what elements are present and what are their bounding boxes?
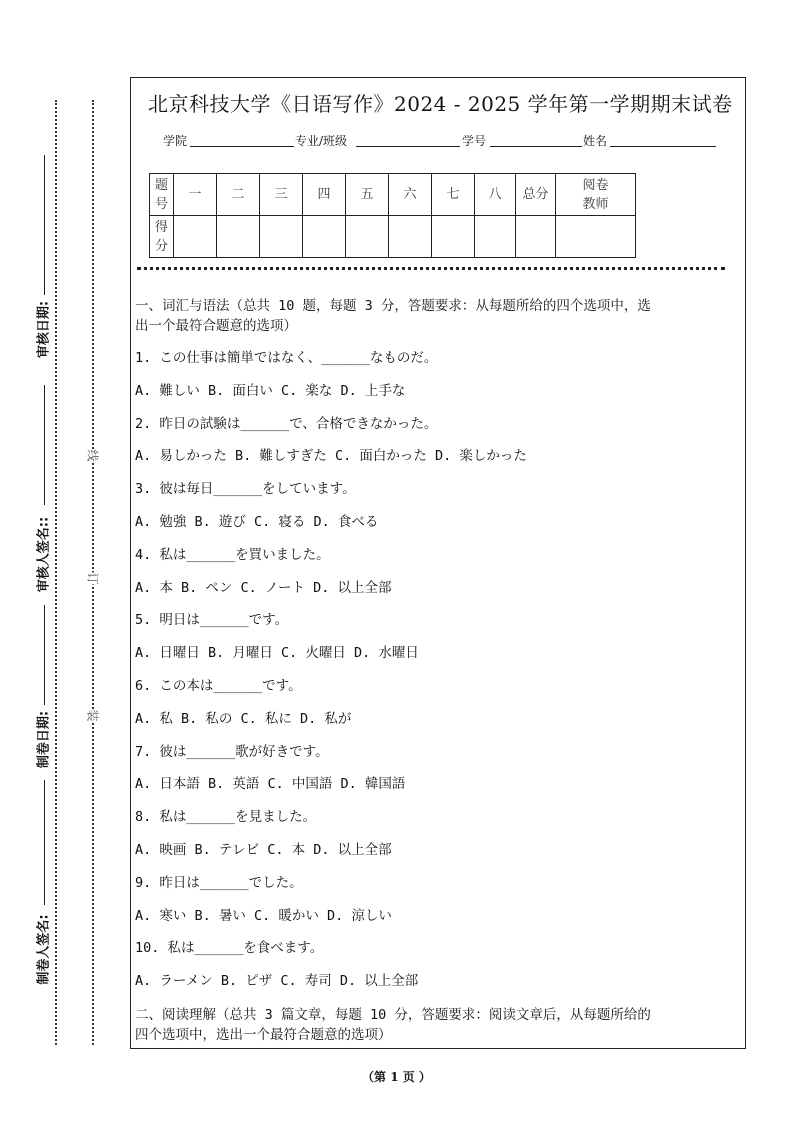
binding-dotted-line-outer <box>55 100 57 1045</box>
question-text: 4. 私は______を買いました。 <box>135 546 330 563</box>
score-table-score-row <box>150 216 636 258</box>
signature-line <box>44 385 45 505</box>
question-text: 6. この本は______です。 <box>135 678 302 694</box>
student-id-field[interactable] <box>490 146 582 147</box>
page-number: （第 1 页 ） <box>362 1070 431 1084</box>
score-cell[interactable] <box>475 216 516 258</box>
compile-date-label: 制卷日期: <box>36 710 52 769</box>
header-cell: 五 <box>346 174 389 216</box>
question-options: A. 私 B. 私の C. 私に D. 私が <box>135 710 352 727</box>
grader-header: 阅卷教师 <box>556 174 636 216</box>
question-text: 10. 私は______を食べます。 <box>135 940 324 957</box>
section2-heading-cont: 四个选项中，选出一个最符合题意的选项） <box>135 1027 392 1043</box>
major-class-field[interactable] <box>356 146 460 147</box>
section1-heading: 一、词汇与语法（总共 10 题，每题 3 分，答题要求：从每题所给的四个选项中，选 <box>135 298 651 314</box>
header-cell: 二 <box>217 174 260 216</box>
question-text: 5. 明日は______です。 <box>135 612 289 629</box>
header-cell: 六 <box>389 174 432 216</box>
score-table-header-row <box>150 174 636 216</box>
student-id-label: 学号 <box>462 134 487 148</box>
binding-mark-staple: 订 <box>85 572 100 585</box>
question-text: 7. 彼は______歌が好きです。 <box>135 743 329 760</box>
question-text: 2. 昨日の試験は______で、合格できなかった。 <box>135 415 438 432</box>
section2-heading: 二、阅读理解（总共 3 篇文章，每题 10 分，答题要求：阅读文章后，从每题所给的 <box>135 1007 651 1023</box>
header-cell: 三 <box>260 174 303 216</box>
major-class-label: 专业/班级 <box>295 134 348 148</box>
score-row-label: 得分 <box>150 216 174 258</box>
header-cell: 一 <box>174 174 217 216</box>
score-cell[interactable] <box>516 216 556 258</box>
exam-title: 北京科技大学《日语写作》2024 - 2025 学年第一学期期末试卷 <box>148 92 733 116</box>
question-options: A. 映画 B. テレビ C. 本 D. 以上全部 <box>135 842 392 858</box>
question-options: A. 日曜日 B. 月曜日 C. 火曜日 D. 水曜日 <box>135 645 419 662</box>
question-options: A. 難しい B. 面白い C. 楽な D. 上手な <box>135 382 406 399</box>
signature-line <box>44 780 45 905</box>
signature-line <box>44 155 45 295</box>
binding-mark-line: 线 <box>85 449 100 462</box>
question-options: A. 寒い B. 暑い C. 暖かい D. 涼しい <box>135 907 392 924</box>
question-options: A. 本 B. ペン C. ノート D. 以上全部 <box>135 579 392 596</box>
question-text: 1. この仕事は簡単ではなく、______なものだ。 <box>135 350 438 366</box>
score-cell[interactable] <box>217 216 260 258</box>
score-cell[interactable] <box>556 216 636 258</box>
section1-heading-cont: 出一个最符合题意的选项） <box>135 318 297 334</box>
question-text: 8. 私は______を見ました。 <box>135 809 317 826</box>
header-cell: 总分 <box>516 174 556 216</box>
question-number-header: 题号 <box>150 174 174 216</box>
question-text: 3. 彼は毎日______をしています。 <box>135 481 356 498</box>
reviewer-signature-label: 审核人签名:: <box>36 516 52 593</box>
header-cell: 七 <box>432 174 475 216</box>
score-cell[interactable] <box>174 216 217 258</box>
binding-mark-bind: 装 <box>85 709 100 722</box>
score-cell[interactable] <box>389 216 432 258</box>
header-cell: 四 <box>303 174 346 216</box>
question-options: A. ラーメン B. ピザ C. 寿司 D. 以上全部 <box>135 973 419 990</box>
score-table <box>149 173 636 258</box>
college-label: 学院 <box>163 134 188 148</box>
signature-line <box>44 605 45 705</box>
name-label: 姓名 <box>583 134 608 148</box>
review-date-label: 审核日期: <box>36 300 52 359</box>
question-options: A. 易しかった B. 難しすぎた C. 面白かった D. 楽しかった <box>135 448 527 465</box>
college-field[interactable] <box>190 146 294 147</box>
question-text: 9. 昨日は______でした。 <box>135 874 303 891</box>
score-cell[interactable] <box>303 216 346 258</box>
separator-dotted-line <box>137 267 725 270</box>
score-cell[interactable] <box>260 216 303 258</box>
question-options: A. 日本語 B. 英語 C. 中国語 D. 韓国語 <box>135 776 406 793</box>
name-field[interactable] <box>610 146 716 147</box>
question-options: A. 勉強 B. 遊び C. 寝る D. 食べる <box>135 514 379 530</box>
compiler-signature-label: 制卷人签名: <box>36 914 52 985</box>
header-cell: 八 <box>475 174 516 216</box>
score-cell[interactable] <box>432 216 475 258</box>
score-cell[interactable] <box>346 216 389 258</box>
